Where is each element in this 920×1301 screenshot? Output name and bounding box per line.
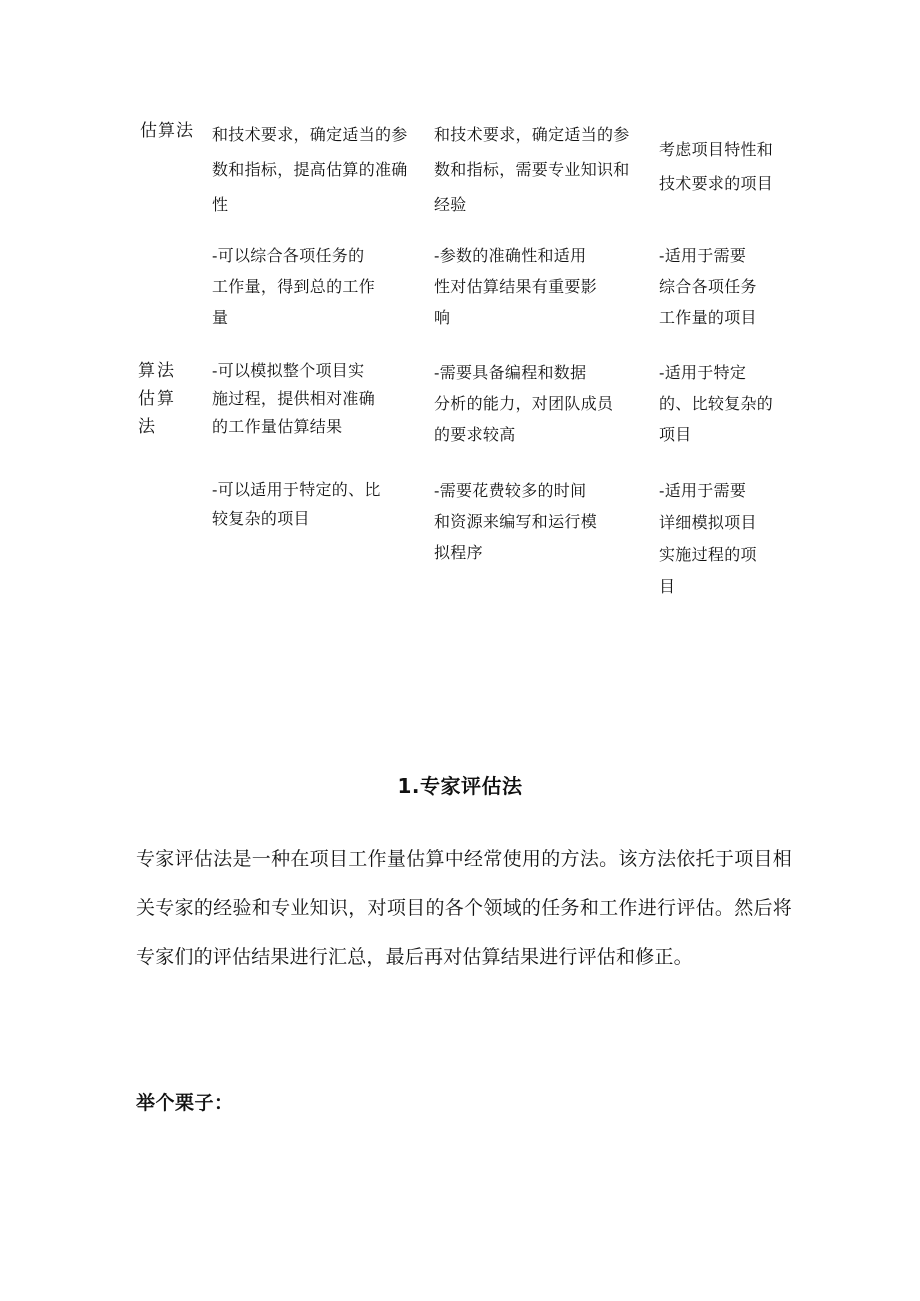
- table-cell-disadvantage: -需要花费较多的时间 和资源来编写和运行模 拟程序: [434, 481, 598, 562]
- table-cell-applicable: 考虑项目特性和 技术要求的项目: [659, 140, 774, 193]
- table-cell-disadvantage: -需要具备编程和数据 分析的能力，对团队成员 的要求较高: [434, 363, 614, 444]
- table-cell-advantage: -可以模拟整个项目实 施过程，提供相对准确 的工作量估算结果: [212, 361, 376, 436]
- section-heading: 1.专家评估法: [397, 774, 523, 798]
- table-cell-method: 估算法: [140, 121, 194, 141]
- example-label: 举个栗子：: [136, 1092, 234, 1114]
- table-cell-advantage: -可以适用于特定的、比 较复杂的项目: [212, 480, 381, 528]
- table-cell-applicable: -适用于需要 综合各项任务 工作量的项目: [659, 246, 757, 327]
- table-cell-applicable: -适用于特定 的、比较复杂的 项目: [659, 363, 774, 444]
- table-cell-disadvantage: -参数的准确性和适用 性对估算结果有重要影 响: [434, 246, 598, 327]
- method-comparison-table: [0, 0, 920, 640]
- table-cell-advantage: -可以综合各项任务的 工作量，得到总的工作 量: [212, 246, 376, 327]
- table-cell-method: 算法 估算 法: [138, 361, 176, 437]
- table-cell-applicable: -适用于需要 详细模拟项目 实施过程的项 目: [659, 481, 757, 596]
- table-cell-disadvantage: 和技术要求，确定适当的参 数和指标，需要专业知识和 经验: [434, 125, 630, 214]
- body-paragraph: 专家评估法是一种在项目工作量估算中经常使用的方法。该方法依托于项目相关专家的经验和专业知识，对项目的各个领域的任务和工作进行评估。然后将专家们的评估结果进行汇总，最后再对估算结果进行评估和修正。: [136, 848, 792, 968]
- table-cell-advantage: 和技术要求，确定适当的参 数和指标，提高估算的准确 性: [212, 125, 408, 214]
